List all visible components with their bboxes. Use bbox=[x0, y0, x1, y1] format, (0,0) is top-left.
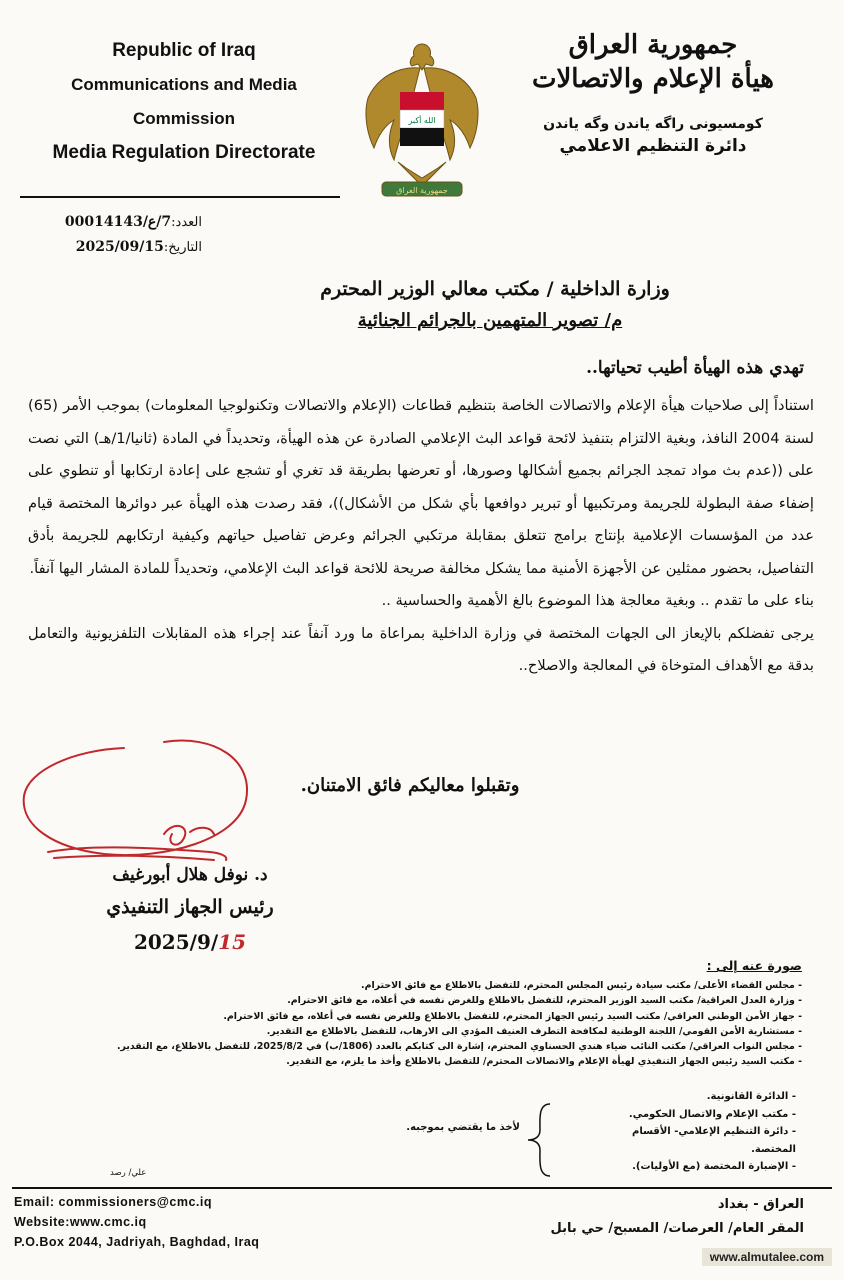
signatory-title: رئيس الجهاز التنفيذي bbox=[106, 896, 274, 918]
signature-date-handwritten: 15 bbox=[218, 930, 247, 954]
ref-number-label: العدد: bbox=[171, 215, 202, 230]
header-en-line3: Commission bbox=[132, 109, 236, 128]
header-en-line1: Republic of Iraq bbox=[112, 40, 256, 61]
cc-internal-item: - دائرة التنظيم الإعلامي- الأقسام المختصة. bbox=[632, 1126, 796, 1155]
cc-internal-item: - الإضبارة المختصة (مع الأوليات). bbox=[632, 1161, 796, 1172]
subject-line: م/ تصوير المتهمين بالجرائم الجنائية bbox=[357, 310, 623, 331]
footer-ar-line2: المقر العام/ العرصات/ المسبح/ حي بابل bbox=[550, 1221, 804, 1236]
footer-divider bbox=[12, 1187, 832, 1189]
greeting: تهدي هذه الهيأة أطيب تحياتها.. bbox=[586, 358, 804, 378]
signature-date-printed: 2025/9/ bbox=[133, 930, 219, 954]
clerk-initials: علي/ رصد bbox=[110, 1168, 147, 1178]
ref-date-value: 2025/09/15 bbox=[75, 239, 164, 255]
ref-date-label: التاريخ: bbox=[163, 240, 202, 255]
header-en-line2: Communications and Media bbox=[71, 75, 297, 94]
cc-item: - مستشارية الأمن القومي/ اللجنة الوطنية لمكافحة التطرف العنيف المؤدي الى الارهاب، للتفضل بالاطلاع مع التقدير. bbox=[266, 1025, 802, 1037]
closing-line: وتقبلوا معاليكم فائق الامتنان. bbox=[300, 775, 520, 796]
handwritten-signature-icon bbox=[14, 730, 274, 880]
footer-ar-line1: العراق - بغداد bbox=[717, 1197, 804, 1212]
cc-list bbox=[116, 978, 802, 1070]
header-ar-line1: جمهورية العراق bbox=[568, 30, 738, 60]
letter-body bbox=[28, 390, 814, 683]
header-ar-line2: هيأة الإعلام والاتصالات bbox=[532, 64, 774, 94]
cc-item: - مجلس النواب العراقي/ مكتب النائب ضياء هندي الحسناوي المحترم، إشارة الى كتابكم بالعدد (1806/ب) في 2025/8/2، للتفضل بالاطلاع، مع التقدير. bbox=[116, 1041, 802, 1053]
footer-pobox: P.O.Box 2044, Jadriyah, Baghdad, Iraq bbox=[14, 1235, 260, 1249]
signature-date bbox=[60, 924, 320, 960]
cc-title: صورة عنه إلى : bbox=[706, 958, 802, 973]
cc-item: - جهاز الأمن الوطني العراقي/ مكتب السيد رئيس الجهاز المحترم، للتفضل بالاطلاع وللغرض نفسه في أعلاه، مع فائق الاحترام. bbox=[223, 1010, 802, 1022]
ref-number-value: 7/ع/00014143 bbox=[64, 214, 172, 230]
reference-block bbox=[42, 210, 202, 260]
brace-icon bbox=[520, 1100, 560, 1180]
flag-black-stripe bbox=[400, 128, 444, 146]
cc-item: - وزارة العدل العراقية/ مكتب السيد الوزير المحترم، للتفضل بالاطلاع وللغرض نفسه في أعلاه، مع فائق الاحترام. bbox=[287, 995, 802, 1007]
letterhead-english bbox=[24, 40, 344, 164]
cc-internal-item: - مكتب الإعلام والاتصال الحكومي. bbox=[628, 1108, 796, 1120]
footer-arabic bbox=[551, 1193, 804, 1241]
letterhead-arabic bbox=[498, 28, 808, 156]
header-divider-left bbox=[20, 196, 340, 198]
cc-internal-list bbox=[586, 1088, 796, 1176]
scroll-text: جمهورية العراق bbox=[396, 186, 448, 195]
watermark: www.almutalee.com bbox=[702, 1248, 832, 1266]
signature-block bbox=[60, 860, 320, 960]
flag-red-stripe bbox=[400, 92, 444, 110]
iraq-eagle-emblem-icon bbox=[360, 36, 484, 202]
signatory-name: د. نوفل هلال أبورغيف bbox=[112, 865, 268, 885]
footer-email: Email: commissioners@cmc.iq bbox=[14, 1195, 212, 1209]
cc-item: - مجلس القضاء الأعلى/ مكتب سيادة رئيس المجلس المحترم، للتفضل بالاطلاع مع فائق الاحترام. bbox=[361, 980, 802, 991]
header-en-line4: Media Regulation Directorate bbox=[52, 142, 316, 163]
footer-english bbox=[14, 1192, 259, 1252]
body-paragraph-3: يرجى تفضلكم بالإيعاز الى الجهات المختصة في وزارة الداخلية بمراعاة ما ورد آنفاً عند إجراء هذه المقابلات التلفزيونية والتعامل بدقة مع الأهداف المتوخاة في المعالجة والاصلاح.. bbox=[28, 624, 814, 674]
body-paragraph-2: بناء على ما تقدم .. وبغية معالجة هذا الموضوع بالغ الأهمية والحساسية .. bbox=[381, 592, 814, 609]
cc-internal-item: - الدائرة القانونية. bbox=[706, 1091, 796, 1102]
flag-text: الله أكبر bbox=[408, 116, 436, 125]
cc-internal-note: لأخذ ما يقتضي بموجبه. bbox=[406, 1122, 520, 1133]
body-paragraph-1: استناداً إلى صلاحيات هيأة الإعلام والاتصالات الخاصة بتنظيم قطاعات (الإعلام والاتصالات وتكنولوجيا المعلومات) بموجب الأمر (65) لسنة 2004 النافذ، وبغية الالتزام بتنفيذ لائحة قواعد البث الإعلامي الصادرة عن هذه الهيأة، وتحديداً في المادة (ثانيا/1/هـ) التي نصت على ((عدم بث مواد تمجد الجرائم بجميع أشكالها وصورها، أو تعرضها بطريقة قد تغري أو تشجع على إعادة ارتكابها أو تنطوي على إضفاء صفة البطولة للجريمة ومرتكبيها أو تبرير دوافعها بأي شكل من الأشكال))، فقد رصدت هذه الهيأة عبر دوائرها المختصة قيام عدد من المؤسسات الإعلامية بإنتاج برامج تتعلق بمقابلة مرتكبي الجرائم وعرض تفاصيل حياتهم وكيفية ارتكابهم للجريمة بأدق التفاصيل، بحضور ممثلين عن الأجهزة الأمنية مما يشكل مخالفة صريحة للائحة قواعد البث الإعلامي، وتحديداً للمادة المشار اليها آنفاً. bbox=[28, 397, 814, 577]
cc-item: - مكتب السيد رئيس الجهاز التنفيذي لهيأة الإعلام والاتصالات المحترم/ للتفضل بالاطلاع وأخذ ما يلزم، مع التقدير. bbox=[286, 1056, 802, 1068]
header-ar-line4: دائرة التنظيم الاعلامي bbox=[559, 136, 747, 156]
addressee: وزارة الداخلية / مكتب معالي الوزير المحترم bbox=[320, 278, 670, 300]
footer-website: Website:www.cmc.iq bbox=[14, 1215, 147, 1229]
header-ar-line3: كومسيونى راگه ياندن وگه ياندن bbox=[543, 116, 763, 132]
